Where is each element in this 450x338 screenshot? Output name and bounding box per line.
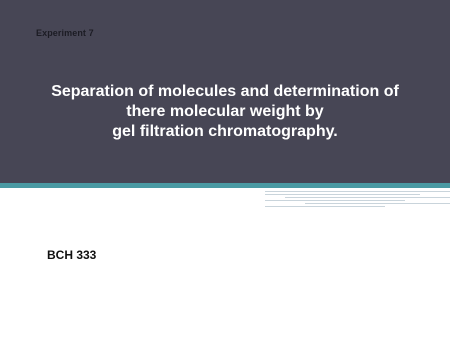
decorative-line (285, 197, 450, 198)
slide-title (0, 82, 450, 142)
decorative-lines (265, 190, 450, 210)
slide-title-line-2: there molecular weight by (126, 103, 324, 120)
decorative-line (305, 203, 450, 204)
accent-strip (0, 183, 450, 188)
course-code: BCH 333 (47, 248, 97, 262)
slide-title-line-1: Separation of molecules and determination of (51, 83, 399, 100)
decorative-line (265, 206, 385, 207)
decorative-line (265, 194, 420, 195)
experiment-label: Experiment 7 (36, 28, 94, 38)
decorative-line (265, 200, 405, 201)
slide-title-line-3: gel filtration chromatography. (112, 123, 338, 140)
decorative-line (265, 191, 450, 192)
